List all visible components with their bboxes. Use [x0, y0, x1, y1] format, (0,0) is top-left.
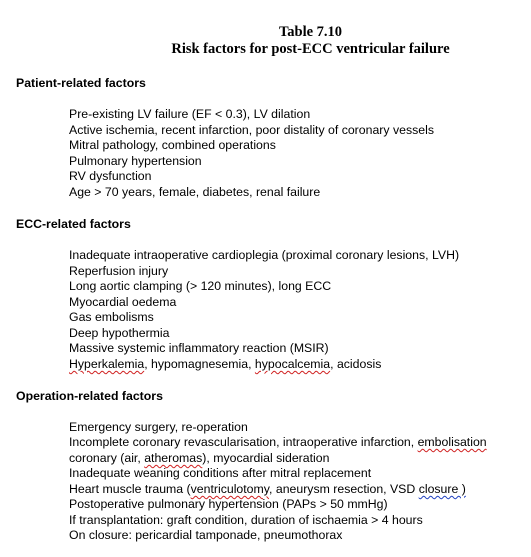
- spellcheck-mark: ventriculotomy: [190, 482, 270, 496]
- list-item: Myocardial oedema: [69, 295, 177, 309]
- list-item: RV dysfunction: [69, 169, 152, 183]
- section-heading-operation: Operation-related factors: [16, 389, 163, 403]
- list-item: Pre-existing LV failure (EF < 0.3), LV dilation: [69, 107, 311, 121]
- list-item: On closure: pericardial tamponade, pneumothorax: [69, 528, 343, 542]
- list-item: Incomplete coronary revascularisation, intraoperative infarction, embolisation: [69, 435, 487, 449]
- list-item: Active ischemia, recent infarction, poor distality of coronary vessels: [69, 123, 434, 137]
- list-item: Heart muscle trauma (ventriculotomy, aneurysm resection, VSD closure ): [69, 482, 466, 496]
- section-heading-patient: Patient-related factors: [16, 76, 146, 90]
- spellcheck-mark: embolisation: [417, 435, 487, 449]
- table-caption: Risk factors for post-ECC ventricular failure: [171, 41, 450, 57]
- list-item: Age > 70 years, female, diabetes, renal failure: [69, 185, 321, 199]
- list-item: Inadequate intraoperative cardioplegia (proximal coronary lesions, LVH): [69, 248, 460, 262]
- list-item: If transplantation: graft condition, duration of ischaemia > 4 hours: [69, 513, 423, 527]
- list-item: Long aortic clamping (> 120 minutes), long ECC: [69, 279, 332, 293]
- spellcheck-mark: closure ): [418, 482, 466, 496]
- section-heading-ecc: ECC-related factors: [16, 217, 131, 231]
- spellcheck-mark: hypocalcemia: [254, 357, 331, 371]
- list-item: Reperfusion injury: [69, 264, 169, 278]
- list-item: Emergency surgery, re-operation: [69, 420, 248, 434]
- list-item: Mitral pathology, combined operations: [69, 138, 276, 152]
- list-item: Pulmonary hypertension: [69, 154, 202, 168]
- list-item: Gas embolisms: [69, 310, 154, 324]
- list-item: Inadequate weaning conditions after mitral replacement: [69, 466, 372, 480]
- list-item: Massive systemic inflammatory reaction (MSIR): [69, 341, 329, 355]
- list-item: Postoperative pulmonary hypertension (PAPs > 50 mmHg): [69, 497, 388, 511]
- table-number: Table 7.10: [278, 24, 343, 40]
- list-item: coronary (air, atheromas), myocardial sideration: [69, 451, 330, 465]
- list-item: Hyperkalemia, hypomagnesemia, hypocalcemia, acidosis: [69, 357, 382, 371]
- spellcheck-mark: atheromas: [144, 451, 203, 465]
- spellcheck-mark: Hyperkalemia: [69, 357, 145, 371]
- list-item: Deep hypothermia: [69, 326, 170, 340]
